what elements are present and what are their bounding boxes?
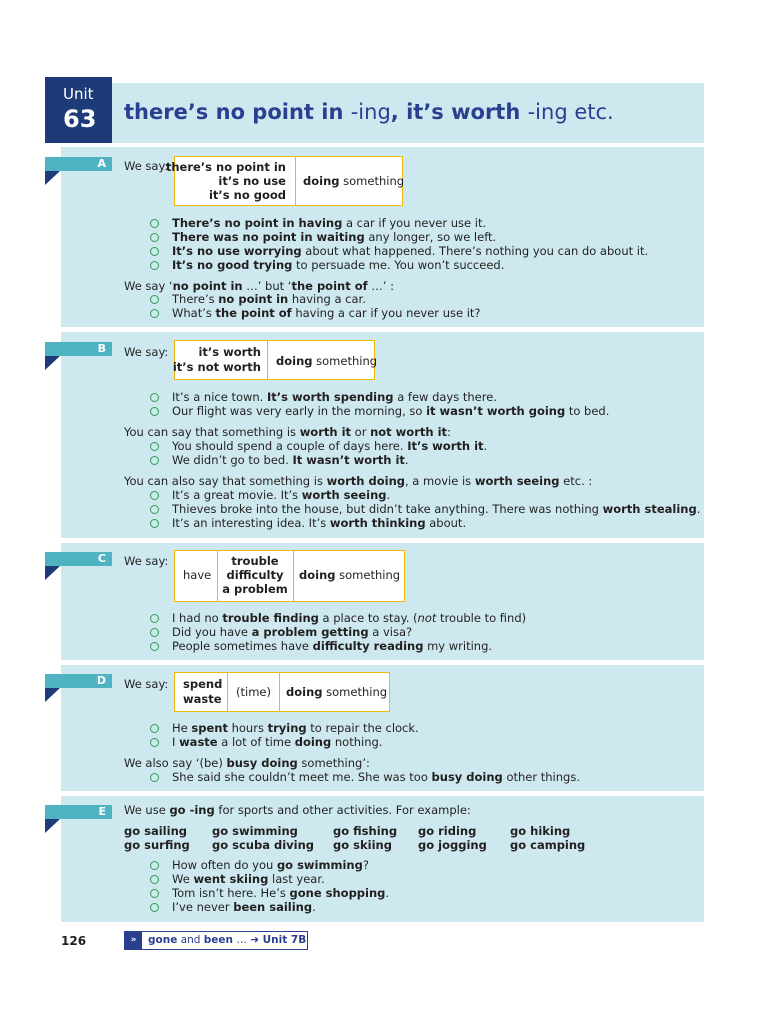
pattern-phrase: a problem xyxy=(222,582,288,596)
section-e-intro: We use go -ing for sports and other activities. For example: xyxy=(124,803,471,817)
bullet-icon xyxy=(150,889,159,898)
bullet-icon xyxy=(150,261,159,270)
section-d-note: We also say ‘(be) busy doing something’: xyxy=(124,756,370,770)
example-sentence: Did you have a problem getting a visa? xyxy=(172,625,413,639)
bullet-icon xyxy=(150,724,159,733)
example-sentence: Thieves broke into the house, but didn’t take anything. There was nothing worth stealing. xyxy=(172,502,701,516)
section-e-marker xyxy=(45,819,60,833)
example-sentence: I waste a lot of time doing nothing. xyxy=(172,735,383,749)
section-b-pattern-box xyxy=(172,340,378,380)
page-title: there’s no point in -ing, it’s worth -ing etc. xyxy=(124,100,614,124)
bullet-icon xyxy=(150,407,159,416)
section-d-we-say: We say: xyxy=(124,677,169,691)
activity-item: go swimming xyxy=(212,824,298,838)
section-d-tab: D xyxy=(45,674,112,688)
example-sentence: What’s the point of having a car if you never use it? xyxy=(172,306,481,320)
pattern-doing: doing something xyxy=(303,174,405,188)
activity-item: go hiking xyxy=(510,824,571,838)
section-a-we-say: We say: xyxy=(124,159,169,173)
activity-item: go sailing xyxy=(124,824,187,838)
section-b-we-say: We say: xyxy=(124,345,169,359)
bullet-icon xyxy=(150,738,159,747)
section-b-note: You can say that something is worth it or not worth it: xyxy=(124,425,451,439)
activity-item: go surfing xyxy=(124,838,190,852)
example-sentence: She said she couldn’t meet me. She was too busy doing other things. xyxy=(172,770,580,784)
bullet-icon xyxy=(150,773,159,782)
example-sentence: I’ve never been sailing. xyxy=(172,900,316,914)
example-sentence: It’s no use worrying about what happened. There’s nothing you can do about it. xyxy=(172,244,649,258)
bullet-icon xyxy=(150,309,159,318)
section-e-tab: E xyxy=(45,805,112,819)
pattern-phrase: it’s no use xyxy=(218,174,286,188)
bullet-icon xyxy=(150,861,159,870)
pattern-phrase: there’s no point in xyxy=(165,160,286,174)
unit-label: Unit xyxy=(63,85,94,103)
cross-reference-link[interactable] xyxy=(124,931,308,950)
pattern-phrase: spend xyxy=(183,677,223,691)
bullet-icon xyxy=(150,519,159,528)
section-a-pattern-box xyxy=(165,156,405,206)
example-sentence: It’s a nice town. It’s worth spending a few days there. xyxy=(172,390,497,404)
section-b-tab: B xyxy=(45,342,112,356)
section-c-we-say: We say: xyxy=(124,554,169,568)
example-sentence: We went skiing last year. xyxy=(172,872,325,886)
pattern-phrase: it’s worth xyxy=(198,345,261,359)
example-sentence: Our flight was very early in the morning, so it wasn’t worth going to bed. xyxy=(172,404,610,418)
example-sentence: He spent hours trying to repair the clock. xyxy=(172,721,419,735)
example-sentence: There was no point in waiting any longer, so we left. xyxy=(172,230,497,244)
example-sentence: There’s no point in having a car if you never use it. xyxy=(172,216,487,230)
example-sentence: I had no trouble finding a place to stay. (not trouble to find) xyxy=(172,611,527,625)
bullet-icon xyxy=(150,875,159,884)
activity-item: go skiing xyxy=(333,838,392,852)
bullet-icon xyxy=(150,642,159,651)
pattern-phrase: waste xyxy=(183,692,222,706)
pattern-phrase: it’s not worth xyxy=(172,360,261,374)
section-c-tab: C xyxy=(45,552,112,566)
example-sentence: There’s no point in having a car. xyxy=(172,292,366,306)
header-bar xyxy=(112,83,704,143)
section-a-marker xyxy=(45,171,60,185)
pattern-time: (time) xyxy=(236,685,271,699)
unit-number: 63 xyxy=(63,105,97,133)
bullet-icon xyxy=(150,614,159,623)
section-b-note: You can also say that something is worth doing, a movie is worth seeing etc. : xyxy=(124,474,593,488)
example-sentence: It’s an interesting idea. It’s worth thinking about. xyxy=(172,516,467,530)
page-number: 126 xyxy=(61,934,87,948)
activity-item: go fishing xyxy=(333,824,398,838)
example-sentence: It’s a great movie. It’s worth seeing. xyxy=(172,488,391,502)
section-c-pattern-box xyxy=(174,550,405,602)
bullet-icon xyxy=(150,505,159,514)
bullet-icon xyxy=(150,295,159,304)
section-b-marker xyxy=(45,356,60,370)
section-d-marker xyxy=(45,688,60,702)
section-c-marker xyxy=(45,566,60,580)
example-sentence: How often do you go swimming? xyxy=(172,858,369,872)
section-d-pattern-box xyxy=(174,672,390,712)
pattern-doing: doing something xyxy=(276,354,378,368)
activity-item: go camping xyxy=(510,838,586,852)
cross-reference-text: gone and been … ➜ Unit 7B xyxy=(148,934,307,946)
double-chevron-icon: » xyxy=(125,932,142,949)
bullet-icon xyxy=(150,456,159,465)
bullet-icon xyxy=(150,233,159,242)
example-sentence: Tom isn’t here. He’s gone shopping. xyxy=(172,886,390,900)
example-sentence: People sometimes have difficulty reading my writing. xyxy=(172,639,493,653)
bullet-icon xyxy=(150,393,159,402)
pattern-doing: doing something xyxy=(286,685,388,699)
bullet-icon xyxy=(150,219,159,228)
section-a-tab: A xyxy=(45,157,112,171)
activity-item: go jogging xyxy=(418,838,487,852)
example-sentence: We didn’t go to bed. It wasn’t worth it. xyxy=(172,453,409,467)
example-sentence: It’s no good trying to persuade me. You won’t succeed. xyxy=(172,258,505,272)
pattern-phrase: difficulty xyxy=(226,568,284,582)
pattern-have: have xyxy=(183,568,212,582)
activity-item: go scuba diving xyxy=(212,838,315,852)
bullet-icon xyxy=(150,903,159,912)
section-a-note: We say ‘no point in …’ but ‘the point of …’ : xyxy=(124,279,394,293)
bullet-icon xyxy=(150,628,159,637)
example-sentence: You should spend a couple of days here. It’s worth it. xyxy=(172,439,488,453)
bullet-icon xyxy=(150,442,159,451)
unit-badge xyxy=(45,77,112,143)
pattern-phrase: trouble xyxy=(231,554,279,568)
pattern-phrase: it’s no good xyxy=(208,188,286,202)
bullet-icon xyxy=(150,247,159,256)
activity-item: go riding xyxy=(418,824,477,838)
pattern-doing: doing something xyxy=(299,568,401,582)
bullet-icon xyxy=(150,491,159,500)
